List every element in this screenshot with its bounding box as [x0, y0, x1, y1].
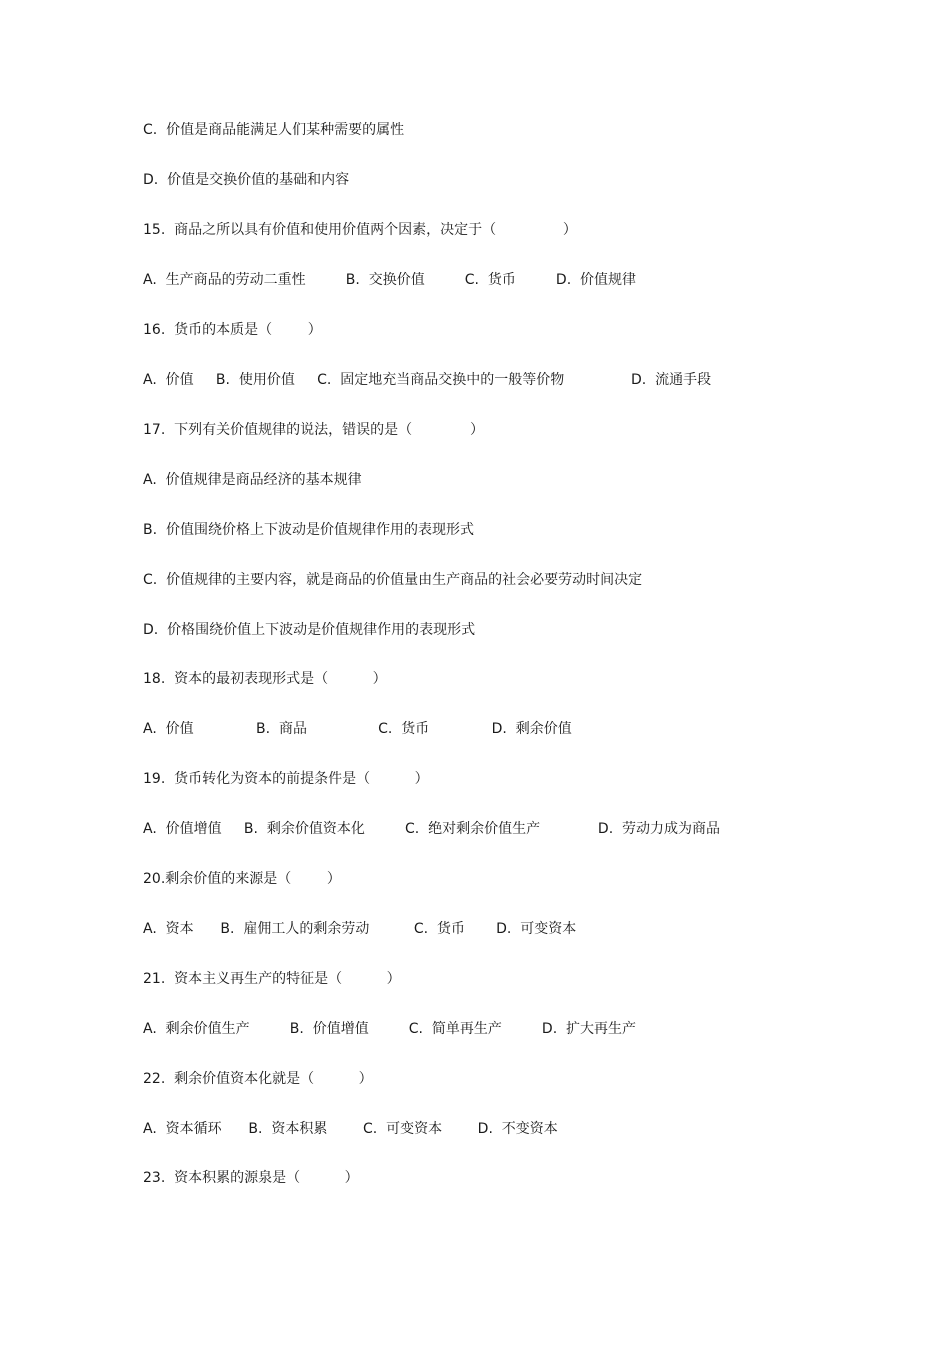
question-19-options: A. 价值增值 B. 剩余价值资本化 C. 绝对剩余价值生产 D. 劳动力成为商品 [143, 821, 721, 837]
question-17: 17. 下列有关价值规律的说法，错误的是（ ） [143, 422, 485, 438]
question-19: 19. 货币转化为资本的前提条件是（ ） [143, 771, 429, 787]
question-21-options: A. 剩余价值生产 B. 价值增值 C. 简单再生产 D. 扩大再生产 [143, 1021, 637, 1037]
question-23: 23. 资本积累的源泉是（ ） [143, 1170, 359, 1186]
option-c-line: C. 价值是商品能满足人们某种需要的属性 [143, 122, 405, 138]
question-20-options: A. 资本 B. 雇佣工人的剩余劳动 C. 货币 D. 可变资本 [143, 921, 577, 937]
question-15: 15. 商品之所以具有价值和使用价值两个因素，决定于（ ） [143, 222, 577, 238]
question-15-options: A. 生产商品的劳动二重性 B. 交换价值 C. 货币 D. 价值规律 [143, 272, 637, 288]
question-18: 18. 资本的最初表现形式是（ ） [143, 671, 387, 687]
question-22: 22. 剩余价值资本化就是（ ） [143, 1071, 373, 1087]
question-20: 20.剩余价值的来源是（ ） [143, 871, 341, 887]
option-d-line: D. 价值是交换价值的基础和内容 [143, 172, 350, 188]
question-18-options: A. 价值 B. 商品 C. 货币 D. 剩余价值 [143, 721, 572, 737]
question-17-option-c: C. 价值规律的主要内容，就是商品的价值量由生产商品的社会必要劳动时间决定 [143, 572, 643, 588]
question-17-option-b: B. 价值围绕价格上下波动是价值规律作用的表现形式 [143, 522, 474, 538]
question-16-options: A. 价值 B. 使用价值 C. 固定地充当商品交换中的一般等价物 D. 流通手段 [143, 372, 712, 388]
question-22-options: A. 资本循环 B. 资本积累 C. 可变资本 D. 不变资本 [143, 1121, 558, 1137]
question-17-option-a: A. 价值规律是商品经济的基本规律 [143, 472, 362, 488]
question-17-option-d: D. 价格围绕价值上下波动是价值规律作用的表现形式 [143, 622, 476, 638]
question-16: 16. 货币的本质是（ ） [143, 322, 322, 338]
question-21: 21. 资本主义再生产的特征是（ ） [143, 971, 401, 987]
